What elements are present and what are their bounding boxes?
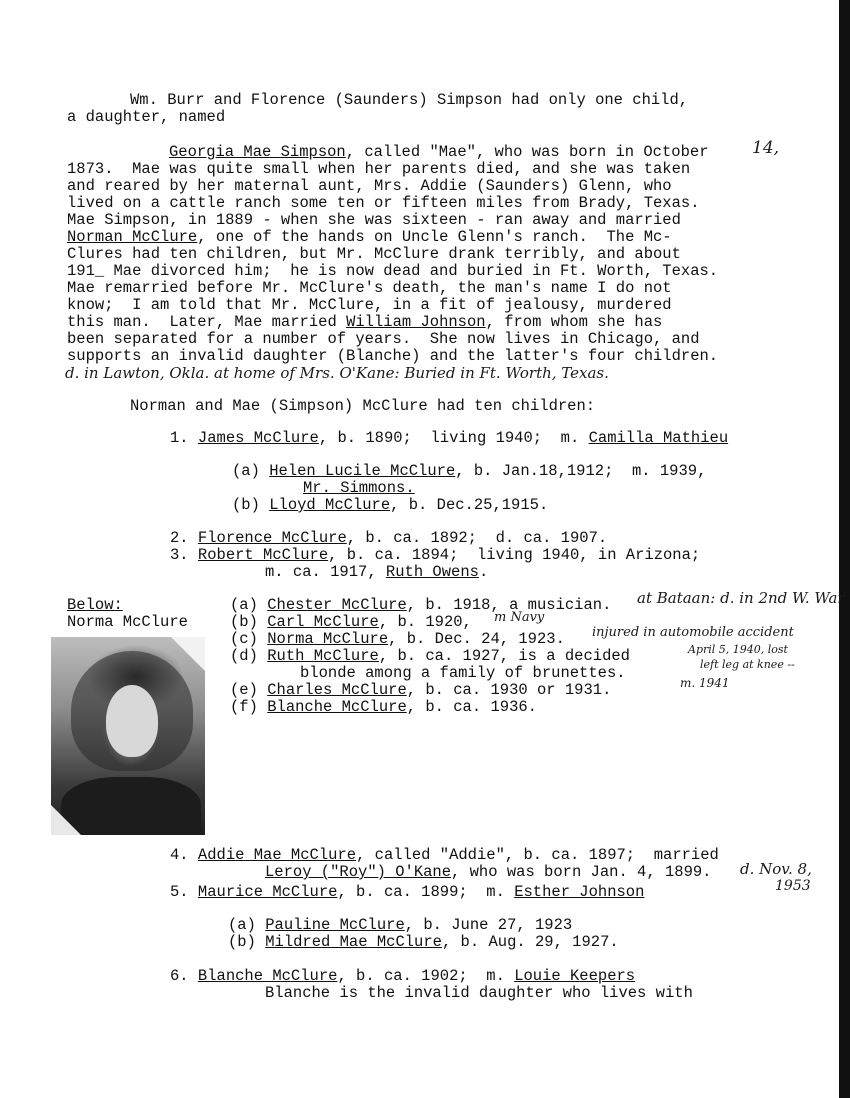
body-line-4: Mae Simpson, in 1889 - when she was sixteen - ran away and married <box>67 211 681 229</box>
child-6-rest: , b. ca. 1902; m. <box>337 967 515 985</box>
child-1a-rest: , b. Jan.18,1912; m. 1939, <box>455 462 707 480</box>
child-4-spouse: Leroy ("Roy") O'Kane <box>265 863 452 881</box>
child-6-spouse: Louie Keepers <box>514 967 636 985</box>
child-5b-label: (b) <box>228 933 256 951</box>
child-5 <box>170 884 644 901</box>
child-2-rest: , b. ca. 1892; d. ca. 1907. <box>346 529 608 547</box>
norman-line <box>67 229 672 246</box>
handwritten-bataan: at Bataan: d. in 2nd W. War <box>637 589 845 607</box>
child-3 <box>170 547 700 564</box>
child-5-spouse: Esther Johnson <box>514 883 645 901</box>
child-3a <box>230 597 611 614</box>
child-3-marriage <box>265 564 488 581</box>
child-3f-rest: , b. ca. 1936. <box>406 698 537 716</box>
child-3f-name: Blanche McClure <box>267 698 407 716</box>
child-1b <box>232 497 548 514</box>
handwritten-navy: m Navy <box>494 610 545 625</box>
child-3-rest2: m. ca. 1917, <box>265 563 386 581</box>
child-3e-name: Charles McClure <box>267 681 407 699</box>
body-line-5: Clures had ten children, but Mr. McClure drank terribly, and about <box>67 245 681 263</box>
body-line-2: and reared by her maternal aunt, Mrs. Addie (Saunders) Glenn, who <box>67 177 672 195</box>
child-3d-label: (d) <box>230 647 258 665</box>
child-3d <box>230 648 630 665</box>
child-3a-rest: , b. 1918, a musician. <box>406 596 612 614</box>
child-1a-label: (a) <box>232 462 260 480</box>
child-3b-rest: , b. 1920, <box>378 613 472 631</box>
body-line-10: supports an invalid daughter (Blanche) and the latter's four children. <box>67 347 719 365</box>
child-2 <box>170 530 607 547</box>
photo-caption-below: Below: <box>67 596 123 614</box>
child-1-spouse: Camilla Mathieu <box>588 429 729 447</box>
child-6-cont: Blanche is the invalid daughter who lives with <box>265 984 693 1002</box>
child-3d-name: Ruth McClure <box>267 647 379 665</box>
intro-line-2: a daughter, named <box>67 108 226 126</box>
child-3-num: 3. <box>170 546 189 564</box>
child-3c <box>230 631 565 648</box>
child-2-num: 2. <box>170 529 189 547</box>
child-3d-rest: , b. ca. 1927, is a decided <box>378 647 630 665</box>
child-3b-name: Carl McClure <box>267 613 379 631</box>
photo-corner-mount <box>171 637 205 671</box>
child-3e <box>230 682 611 699</box>
child-1a-spouse: Mr. Simmons. <box>303 479 415 497</box>
child-3b-label: (b) <box>230 613 258 631</box>
child-5-rest: , b. ca. 1899; m. <box>337 883 515 901</box>
child-1-rest: , b. 1890; living 1940; m. <box>318 429 589 447</box>
handwritten-birth-day: 14, <box>752 138 780 158</box>
child-3e-label: (e) <box>230 681 258 699</box>
handwritten-death-date: d. Nov. 8, <box>740 860 812 878</box>
georgia-rest: , called "Mae", who was born in October <box>345 143 709 161</box>
william-name: William Johnson <box>346 313 486 331</box>
child-6 <box>170 968 635 985</box>
child-1-name: James McClure <box>197 429 319 447</box>
william-line <box>67 314 662 331</box>
child-4-rest2: , who was born Jan. 4, 1899. <box>451 863 712 881</box>
photo-corner-mount-bottom <box>51 805 81 835</box>
child-3f <box>230 699 537 716</box>
georgia-name: Georgia Mae Simpson <box>169 143 346 161</box>
norma-mcclure-photo <box>51 637 205 835</box>
child-1a <box>232 463 706 480</box>
child-1b-label: (b) <box>232 496 260 514</box>
child-1 <box>170 430 728 447</box>
photo-face <box>106 685 158 757</box>
child-5b <box>228 934 619 951</box>
handwritten-leg: left leg at knee -- <box>700 658 795 671</box>
child-3a-name: Chester McClure <box>267 596 407 614</box>
body-line-6: 191_ Mae divorced him; he is now dead and buried in Ft. Worth, Texas. <box>67 262 719 280</box>
child-1a-name: Helen Lucile McClure <box>269 462 456 480</box>
child-1b-rest: , b. Dec.25,1915. <box>390 496 549 514</box>
scan-edge <box>839 0 850 1098</box>
handwritten-accident: injured in automobile accident <box>592 625 794 640</box>
child-3a-label: (a) <box>230 596 258 614</box>
child-5b-rest: , b. Aug. 29, 1927. <box>441 933 619 951</box>
body-line-3: lived on a cattle ranch some ten or fifteen miles from Brady, Texas. <box>67 194 700 212</box>
norman-name: Norman McClure <box>67 228 198 246</box>
child-1-num: 1. <box>170 429 189 447</box>
handwritten-married: m. 1941 <box>680 676 730 690</box>
child-4-num: 4. <box>170 846 189 864</box>
body-line-8: know; I am told that Mr. McClure, in a fit of jealousy, murdered <box>67 296 672 314</box>
child-4 <box>170 847 719 864</box>
child-4-spouse-line <box>265 864 711 881</box>
child-5a-label: (a) <box>228 916 256 934</box>
child-3f-label: (f) <box>230 698 258 716</box>
child-2-name: Florence McClure <box>197 529 347 547</box>
child-3-name: Robert McClure <box>197 546 329 564</box>
photo-coat <box>61 777 201 835</box>
william-rest: , from whom she has <box>485 313 663 331</box>
child-5-num: 5. <box>170 883 189 901</box>
handwritten-death-year: 1953 <box>775 878 811 894</box>
child-3-spouse: Ruth Owens <box>385 563 479 581</box>
child-3d-cont: blonde among a family of brunettes. <box>300 664 626 682</box>
child-4-rest: , called "Addie", b. ca. 1897; married <box>356 846 719 864</box>
child-4-name: Addie Mae McClure <box>197 846 357 864</box>
norman-rest: , one of the hands on Uncle Glenn's ranch. The Mc- <box>197 228 672 246</box>
child-5a-name: Pauline McClure <box>265 916 405 934</box>
child-3c-name: Norma McClure <box>267 630 389 648</box>
body-line-1: 1873. Mae was quite small when her parents died, and she was taken <box>67 160 691 178</box>
georgia-line <box>169 144 709 161</box>
child-3e-rest: , b. ca. 1930 or 1931. <box>406 681 612 699</box>
handwritten-date: April 5, 1940, lost <box>688 643 788 656</box>
intro-line-1: Wm. Burr and Florence (Saunders) Simpson had only one child, <box>130 91 689 109</box>
children-heading: Norman and Mae (Simpson) McClure had ten children: <box>130 397 596 415</box>
body-line-9: been separated for a number of years. She now lives in Chicago, and <box>67 330 700 348</box>
child-6-num: 6. <box>170 967 189 985</box>
child-3c-rest: , b. Dec. 24, 1923. <box>388 630 565 648</box>
child-5b-name: Mildred Mae McClure <box>265 933 442 951</box>
photo-caption-name: Norma McClure <box>67 613 188 631</box>
child-5-name: Maurice McClure <box>197 883 338 901</box>
child-6-name: Blanche McClure <box>197 967 338 985</box>
child-3-rest: , b. ca. 1894; living 1940, in Arizona; <box>328 546 701 564</box>
child-5a <box>228 917 572 934</box>
child-1b-name: Lloyd McClure <box>269 496 391 514</box>
child-3b <box>230 614 472 631</box>
handwritten-death-note: d. in Lawton, Okla. at home of Mrs. O'Kane: Buried in Ft. Worth, Texas. <box>65 364 609 382</box>
child-3c-label: (c) <box>230 630 258 648</box>
child-5a-rest: , b. June 27, 1923 <box>404 916 573 934</box>
body-line-7: Mae remarried before Mr. McClure's death, the man's name I do not <box>67 279 672 297</box>
william-pre: this man. Later, Mae married <box>67 313 337 331</box>
child-3-end: . <box>478 563 489 581</box>
